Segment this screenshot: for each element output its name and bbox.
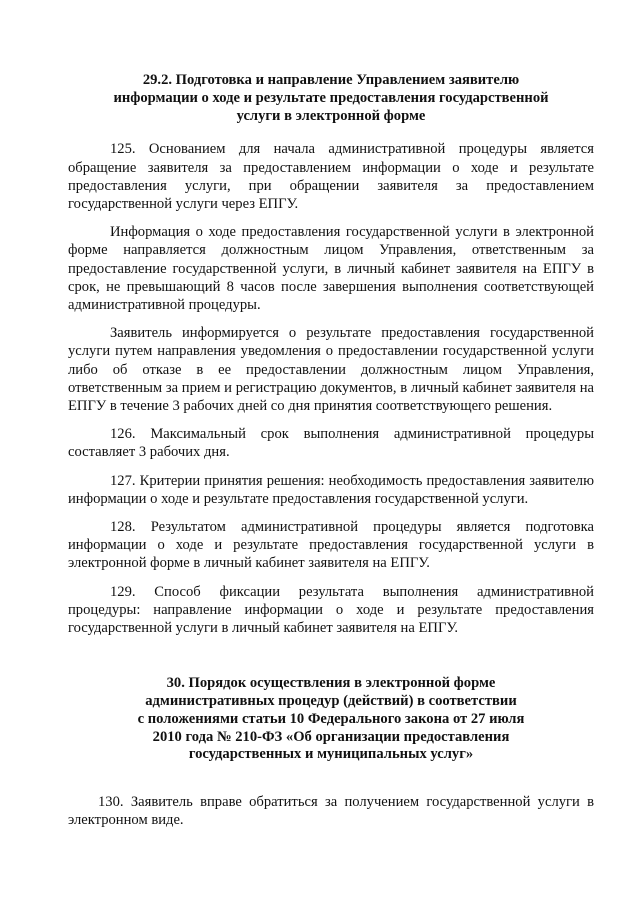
paragraph-125-info: Информация о ходе предоставления государственной услуги в электронной форме направляется должностным лицом Управления, ответственным за предоставление государственной услуги, в личный кабинет заявителя на ЕПГУ в срок, не превышающий 8 часов после завершения выполнения соответствующей административной процедуры. [68, 224, 594, 314]
paragraph-130: 130. Заявитель вправе обратиться за получением государственной услуги в электронном виде. [68, 794, 594, 829]
heading-line: государственных и муниципальных услуг» [188, 746, 474, 763]
section-29-2-heading [68, 72, 594, 125]
heading-line: информации о ходе и результате предоставления государственной [113, 89, 549, 106]
paragraph-126: 126. Максимальный срок выполнения административной процедуры составляет 3 рабочих дня. [68, 426, 594, 461]
paragraph-128: 128. Результатом административной процедуры является подготовка информации о ходе и результате предоставления государственной услуги в электронной форме в личный кабинет заявителя на ЕПГУ. [68, 519, 594, 572]
heading-line: административных процедур (действий) в соответствии [145, 693, 517, 710]
document-page [68, 72, 594, 830]
heading-line: 29.2. Подготовка и направление Управлением заявителю [142, 72, 520, 88]
heading-line: услуги в электронной форме [236, 107, 426, 124]
paragraph-127: 127. Критерии принятия решения: необходимость предоставления заявителю информации о ходе и результате предоставления государственной услуги. [68, 472, 594, 507]
paragraph-129: 129. Способ фиксации результата выполнения административной процедуры: направление информации о ходе и результате предоставления государственной услуги в личный кабинет заявителя на ЕПГУ. [68, 583, 594, 637]
paragraph-125-result: Заявитель информируется о результате предоставления государственной услуги путем направления уведомления о предоставлении государственной услуги либо об отказе в ее предоставлении должностным лицом Управления, ответственным за прием и регистрацию документов, в личный кабинет заявителя на ЕПГУ в течение 3 рабочих дней со дня принятия соответствующего решения. [68, 325, 594, 415]
section-30-heading [68, 675, 594, 764]
heading-line: 30. Порядок осуществления в электронной форме [166, 675, 496, 692]
heading-line: с положениями статьи 10 Федерального закона от 27 июля [137, 710, 525, 727]
paragraph-125: 125. Основанием для начала административной процедуры является обращение заявителя за предоставлением информации о ходе и результате предоставления услуги, при обращении заявителя за предоставлением государственной услуги через ЕПГУ. [68, 141, 594, 212]
heading-line: 2010 года № 210-ФЗ «Об организации предоставления [152, 728, 510, 745]
